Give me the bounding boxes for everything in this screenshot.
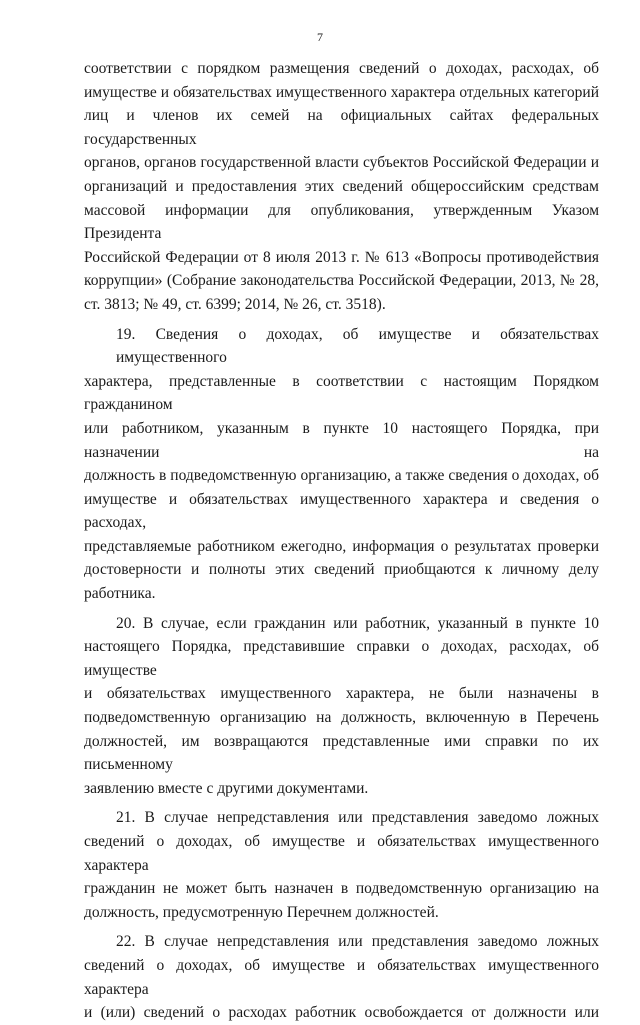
paragraph-continuation: [84, 57, 599, 317]
text-line: имуществе и обязательствах имущественного характера и сведения о расходах,: [84, 490, 599, 532]
document-body: [84, 57, 599, 1025]
text-line: 21. В случае непредставления или представления заведомо ложных: [116, 809, 599, 827]
text-line: должность, предусмотренную Перечнем должностей.: [84, 903, 439, 921]
text-line: массовой информации для опубликования, утвержденным Указом Президента: [84, 201, 599, 243]
text-line: лиц и членов их семей на официальных сайтах федеральных государственных: [84, 107, 599, 148]
text-line: гражданин не может быть назначен в подведомственную организацию на: [84, 880, 599, 898]
text-line: должностей, им возвращаются представленные ими справки по их письменному: [84, 732, 599, 774]
text-line: имуществе и обязательствах имущественного характера отдельных категорий: [84, 83, 599, 101]
text-line: должность в подведомственную организацию, а также сведения о доходах, об: [84, 467, 599, 485]
text-line: характера, представленные в соответствии с настоящим Порядком гражданином: [84, 372, 599, 414]
text-line: заявлению вместе с другими документами.: [84, 779, 369, 797]
text-line: сведений о доходах, об имуществе и обязательствах имущественного характера: [84, 956, 599, 998]
text-line: настоящего Порядка, представившие справки о доходах, расходах, об имуществе: [84, 638, 599, 679]
text-line: и обязательствах имущественного характера, не были назначены в: [84, 685, 599, 703]
text-line: и (или) сведений о расходах работник освобождается от должности или: [84, 1004, 599, 1022]
text-line: подведомственную организацию на должность, включенную в Перечень: [84, 709, 599, 727]
paragraph-p22: [84, 930, 599, 1024]
text-line: Российской Федерации от 8 июля 2013 г. № 613 «Вопросы противодействия: [84, 248, 599, 266]
text-line: сведений о доходах, об имуществе и обязательствах имущественного характера: [84, 833, 599, 874]
text-line: работника.: [84, 585, 156, 603]
text-line: соответствии с порядком размещения сведений о доходах, расходах, об: [84, 60, 599, 77]
text-line: представляемые работником ежегодно, информация о результатах проверки: [84, 537, 599, 555]
paragraph-p19: [84, 323, 599, 606]
text-line: 20. В случае, если гражданин или работник, указанный в пункте 10: [116, 614, 599, 632]
text-line: коррупции» (Собрание законодательства Российской Федерации, 2013, № 28,: [84, 272, 599, 290]
text-line: достоверности и полноты этих сведений приобщаются к личному делу: [84, 561, 599, 579]
text-line: организаций и предоставления этих сведений общероссийским средствам: [84, 177, 599, 195]
text-line: ст. 3813; № 49, ст. 6399; 2014, № 26, ст. 3518).: [84, 295, 386, 313]
paragraph-p20: [84, 612, 599, 801]
text-line: 22. В случае непредставления или представления заведомо ложных: [116, 933, 599, 951]
text-line: органов, органов государственной власти субъектов Российской Федерации и: [84, 154, 599, 172]
text-line: или работником, указанным в пункте 10 настоящего Порядка, при назначении на: [84, 419, 599, 461]
text-line: 19. Сведения о доходах, об имуществе и обязательствах имущественного: [116, 325, 599, 367]
paragraph-p21: [84, 806, 599, 924]
page-number: 7: [317, 30, 323, 44]
